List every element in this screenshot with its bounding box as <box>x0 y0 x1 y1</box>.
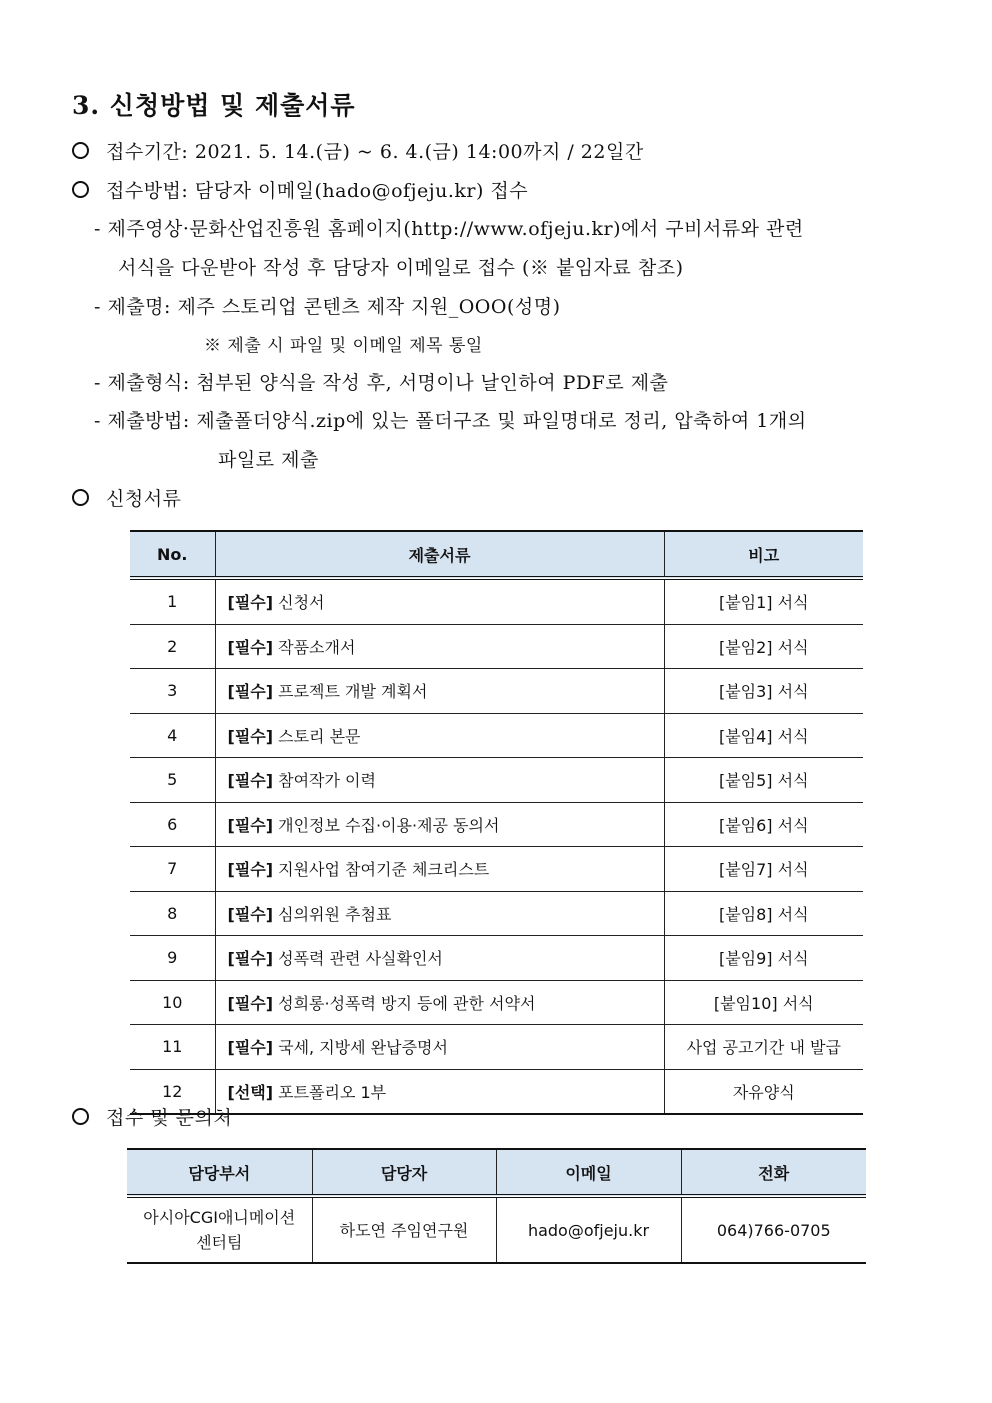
row-number: 11 <box>130 1025 215 1070</box>
submission-method-line: - 제출방법: 제출폴더양식.zip에 있는 폴더구조 및 파일명대로 정리, 압축하여 1개의 <box>94 410 807 432</box>
col-header-email: 이메일 <box>496 1149 681 1196</box>
row-number: 5 <box>130 758 215 803</box>
requirement-tag: [필수] <box>227 993 274 1013</box>
row-number: 6 <box>130 802 215 847</box>
table-row <box>130 578 863 624</box>
format-line: - 제출형식: 첨부된 양식을 작성 후, 서명이나 날인하여 PDF로 제출 <box>94 372 669 394</box>
document-name: 포트폴리오 1부 <box>278 1082 387 1102</box>
note-cell: [붙임7] 서식 <box>664 847 863 892</box>
dept-cell <box>127 1196 312 1263</box>
col-header-phone: 전화 <box>681 1149 866 1196</box>
download-line: - 제주영상·문화산업진흥원 홈페이지(http://www.ofjeju.kr)에서 구비서류와 관련 <box>94 218 804 240</box>
dept-line-2: 센터팀 <box>196 1233 243 1252</box>
row-number: 9 <box>130 936 215 981</box>
submission-method-cont: 파일로 제출 <box>218 449 319 471</box>
phone-cell: 064)766-0705 <box>681 1196 866 1263</box>
row-number: 3 <box>130 669 215 714</box>
documents-table <box>130 530 863 1115</box>
requirement-tag: [필수] <box>227 771 274 791</box>
contact-table <box>127 1148 866 1264</box>
col-header-person: 담당자 <box>312 1149 496 1196</box>
table-row <box>130 936 863 981</box>
document-cell <box>215 758 664 803</box>
document-cell <box>215 669 664 714</box>
document-name: 국세, 지방세 완납증명서 <box>278 1038 448 1058</box>
table-row <box>130 980 863 1025</box>
note-cell: [붙임3] 서식 <box>664 669 863 714</box>
row-number: 4 <box>130 713 215 758</box>
document-name: 참여작가 이력 <box>278 771 376 791</box>
contact-heading-text: 접수 및 문의처 <box>106 1107 233 1129</box>
table-header-row <box>130 531 863 578</box>
row-number: 7 <box>130 847 215 892</box>
requirement-tag: [필수] <box>227 1038 274 1058</box>
document-cell <box>215 578 664 624</box>
docs-heading-line <box>72 484 181 511</box>
note-cell: [붙임4] 서식 <box>664 713 863 758</box>
section-heading: 3. 신청방법 및 제출서류 <box>72 91 356 120</box>
row-number: 10 <box>130 980 215 1025</box>
table-row <box>130 802 863 847</box>
document-cell <box>215 980 664 1025</box>
note-cell: 자유양식 <box>664 1069 863 1114</box>
note-cell: 사업 공고기간 내 발급 <box>664 1025 863 1070</box>
document-name: 스토리 본문 <box>278 726 361 746</box>
row-number: 12 <box>130 1069 215 1114</box>
circle-bullet-icon <box>72 142 89 159</box>
document-cell <box>215 802 664 847</box>
col-header-no: No. <box>130 531 215 578</box>
requirement-tag: [필수] <box>227 860 274 880</box>
method-line <box>72 176 528 203</box>
col-header-note: 비고 <box>664 531 863 578</box>
circle-bullet-icon <box>72 181 89 198</box>
document-name: 개인정보 수집·이용·제공 동의서 <box>278 815 500 835</box>
note-cell: [붙임5] 서식 <box>664 758 863 803</box>
col-header-docs: 제출서류 <box>215 531 664 578</box>
email-cell: hado@ofjeju.kr <box>496 1196 681 1263</box>
document-name: 작품소개서 <box>278 637 356 657</box>
document-cell <box>215 1025 664 1070</box>
note-cell: [붙임9] 서식 <box>664 936 863 981</box>
document-cell <box>215 1069 664 1114</box>
person-cell: 하도연 주임연구원 <box>312 1196 496 1263</box>
note-line: ※ 제출 시 파일 및 이메일 제목 통일 <box>204 336 483 356</box>
note-cell: [붙임10] 서식 <box>664 980 863 1025</box>
note-cell: [붙임2] 서식 <box>664 624 863 669</box>
requirement-tag: [필수] <box>227 904 274 924</box>
document-name: 심의위원 추첨표 <box>278 904 392 924</box>
document-name: 프로젝트 개발 계획서 <box>278 682 428 702</box>
period-line <box>72 137 644 164</box>
col-header-dept: 담당부서 <box>127 1149 312 1196</box>
docs-heading-text: 신청서류 <box>106 488 182 510</box>
document-name: 신청서 <box>278 593 325 613</box>
document-name: 성폭력 관련 사실확인서 <box>278 949 443 969</box>
table-row <box>130 1069 863 1114</box>
circle-bullet-icon <box>72 1108 89 1125</box>
table-header-row <box>127 1149 866 1196</box>
row-number: 8 <box>130 891 215 936</box>
document-cell <box>215 847 664 892</box>
table-row <box>130 847 863 892</box>
note-cell: [붙임8] 서식 <box>664 891 863 936</box>
table-row <box>127 1196 866 1263</box>
download-line-cont: 서식을 다운받아 작성 후 담당자 이메일로 접수 (※ 붙임자료 참조) <box>118 257 684 279</box>
requirement-tag: [필수] <box>227 815 274 835</box>
document-cell <box>215 936 664 981</box>
note-cell: [붙임6] 서식 <box>664 802 863 847</box>
document-cell <box>215 624 664 669</box>
row-number: 1 <box>130 578 215 624</box>
requirement-tag: [선택] <box>227 1082 274 1102</box>
document-cell <box>215 891 664 936</box>
table-row <box>130 1025 863 1070</box>
document-name: 성희롱·성폭력 방지 등에 관한 서약서 <box>278 993 536 1013</box>
requirement-tag: [필수] <box>227 682 274 702</box>
table-row <box>130 891 863 936</box>
note-cell: [붙임1] 서식 <box>664 578 863 624</box>
contact-heading-line <box>72 1103 232 1130</box>
requirement-tag: [필수] <box>227 637 274 657</box>
table-row <box>130 713 863 758</box>
table-row <box>130 669 863 714</box>
document-cell <box>215 713 664 758</box>
requirement-tag: [필수] <box>227 593 274 613</box>
requirement-tag: [필수] <box>227 726 274 746</box>
dept-line-1: 아시아CGI애니메이션 <box>143 1208 296 1227</box>
table-row <box>130 624 863 669</box>
method-text: 접수방법: 담당자 이메일(hado@ofjeju.kr) 접수 <box>106 180 529 202</box>
submission-name-line: - 제출명: 제주 스토리업 콘텐츠 제작 지원_OOO(성명) <box>94 296 561 318</box>
document-name: 지원사업 참여기준 체크리스트 <box>278 860 490 880</box>
row-number: 2 <box>130 624 215 669</box>
requirement-tag: [필수] <box>227 949 274 969</box>
table-row <box>130 758 863 803</box>
circle-bullet-icon <box>72 489 89 506</box>
period-text: 접수기간: 2021. 5. 14.(금) ~ 6. 4.(금) 14:00까지 / 22일간 <box>106 141 644 163</box>
